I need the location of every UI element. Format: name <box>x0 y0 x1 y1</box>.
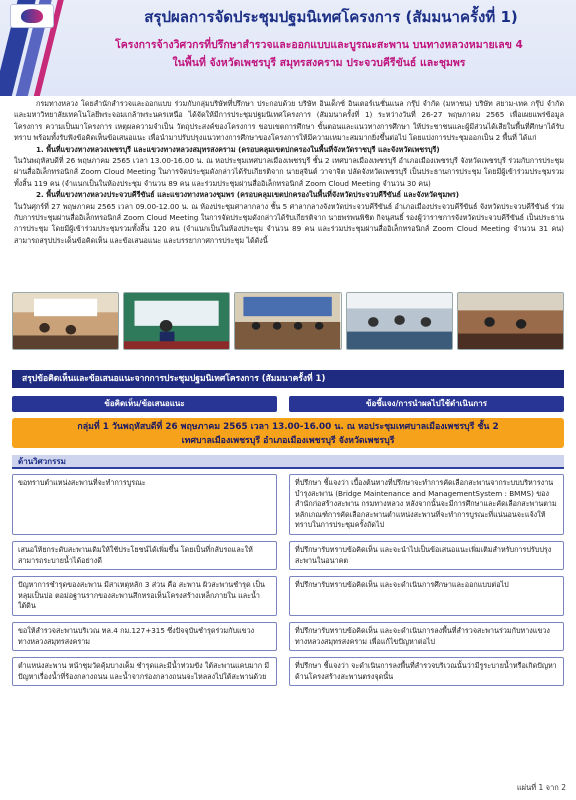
intro-paragraph: กรมทางหลวง โดยสำนักสำรวจและออกแบบ ร่วมกับกลุ่มบริษัทที่ปรึกษา ประกอบด้วย บริษัท อินเด็กซ์ อินเตอร์เนชั่นแนล กรุ๊ป จำกัด (มหาชน) บริษัท สยาม-เทค กรุ๊ป จำกัด และมหาวิทยาลัยเทคโนโลยีพระจอมเกล้าพระนครเหนือ ได้จัดให้มีการประชุมปฐมนิเทศโครงการ (สัมมนาครั้งที่ 1) ระหว่างวันที่ 26-27 พฤษภาคม 2565 เพื่อเผยแพร่ข้อมูลโครงการ ความเป็นมาโครงการ เหตุผลความจำเป็น วัตถุประสงค์ของโครงการ ขอบเขตการศึกษา ขั้นตอนและแนวทางการศึกษา ให้ประชาชนและผู้มีส่วนได้เสียในพื้นที่ศึกษาได้รับทราบ พร้อมทั้งรับฟังข้อคิดเห็นข้อเสนอแนะ เพื่อนำมาปรับปรุงแนวทางการศึกษาของโครงการให้มีความเหมาะสมมากยิ่งขึ้นต่อไป โดยแบ่งการประชุมออกเป็น 2 พื้นที่ ได้แก่ <box>14 99 564 143</box>
page-title: สรุปผลการจัดประชุมปฐมนิเทศโครงการ (สัมมนาครั้งที่ 1) <box>144 8 518 26</box>
group-1-line-1: กลุ่มที่ 1 วันพฤหัสบดีที่ 26 พฤษภาคม 2565 เวลา 13.00-16.00 น. ณ หอประชุมเทศบาลเมืองเพชรบุรี ชั้น 2 <box>77 422 499 432</box>
meeting-photo <box>346 292 453 350</box>
agency-logo-icon <box>10 4 54 28</box>
meeting-photos <box>12 292 564 350</box>
table-row <box>12 541 564 570</box>
table-row <box>12 576 564 616</box>
comment-cell: ตำแหน่งสะพาน หน้าชุมวัดคุ้มบางเค็ม ชำรุดและมีน้ำท่วมขัง ใต้สะพานแคบมาก มีปัญหาเรื่องน้ำที่ร้องกลางถนน และน้ำจากร่องกลางถนนจะไหลลงไปใต้สะพานด้วย <box>12 657 277 686</box>
response-cell: ที่ปรึกษารับทราบข้อคิดเห็น และจะดำเนินการลงพื้นที่สำรวจสะพานร่วมกับทางแขวงทางหลวงสมุทรสงคราม เพื่อแก้ไขปัญหาต่อไป <box>289 622 564 651</box>
response-cell: ที่ปรึกษา ชี้แจงว่า จะดำเนินการลงพื้นที่สำรวจบริเวณนั้นว่ามีรูระบายน้ำหรือเกิดปัญหาด้านโครงสร้างสะพานตรงจุดนั้น <box>289 657 564 686</box>
group-1-banner <box>12 418 564 448</box>
project-subtitle: โครงการจ้างวิศวกรที่ปรึกษาสำรวจและออกแบบและบูรณะสะพาน บนทางหลวงหมายเลข 4 <box>115 39 523 51</box>
column-header-comments: ข้อคิดเห็น/ข้อเสนอแนะ <box>12 396 277 412</box>
intro-text <box>14 98 564 246</box>
comment-cell: เสนอให้ยกระดับสะพานเดิมให้ใช้ประโยชน์ได้เพิ่มขึ้น โดยเป็นที่กลับรถและให้สามารถระบายน้ำได้อย่างดี <box>12 541 277 570</box>
project-area: ในพื้นที่ จังหวัดเพชรบุรี สมุทรสงคราม ประจวบคีรีขันธ์ และชุมพร <box>172 57 466 69</box>
header-band <box>0 0 576 96</box>
meeting-photo <box>123 292 230 350</box>
page-number: แผ่นที่ 1 จาก 2 <box>516 783 566 792</box>
response-cell: ที่ปรึกษา ชี้แจงว่า เบื้องต้นทางที่ปรึกษาจะทำการคัดเลือกสะพานจากระบบบริหารงานบำรุงสะพาน (Bridge Maintenance and ManagementSystem : BMMS) ของสำนักก่อสร้างสะพาน กรมทางหลวง หลังจากนั้นจะมีการศึกษาและคัดเลือกสะพานตามหลักเกณฑ์การคัดเลือกสะพานตำแหน่งสะพานที่จะทำการบูรณะที่แน่นอนจะแจ้งให้ทราบในการประชุมครั้งถัดไป <box>289 474 564 535</box>
area-1-lead: 1. พื้นที่แขวงทางหลวงเพชรบุรี และแขวงทางหลวงสมุทรสงคราม (ครอบคลุมเขตปกครองในพื้นที่จังหวัดราชบุรี และจังหวัดเพชรบุรี) <box>36 144 440 154</box>
comment-cell: ขอทราบตำแหน่งสะพานที่จะทำการบูรณะ <box>12 474 277 535</box>
area-2-body: ในวันศุกร์ที่ 27 พฤษภาคม 2565 เวลา 09.00-12.00 น. ณ ห้องประชุมศาลากลาง ชั้น 5 ศาลากลางจังหวัดประจวบคีรีขันธ์ อำเภอเมืองประจวบคีรีขันธ์ จังหวัดประจวบคีรีขันธ์ ร่วมกับการประชุมผ่านสื่ออิเล็กทรอนิกส์ Zoom Cloud Meeting ในการจัดประชุมดังกล่าวได้รับเกียรติจาก นายพรพนพิชิต กิจนุสนธิ์ รองผู้ว่าราชการจังหวัดประจวบคีรีขันธ์ เป็นประธานการประชุม โดยมีผู้เข้าร่วมประชุมรวมทั้งสิ้น 120 คน (จำแนกเป็นในห้องประชุม จำนวน 89 คน และร่วมประชุมผ่านสื่ออิเล็กทรอนิกส์ Zoom Cloud Meeting จำนวน 31 คน) สามารถสรุปประเด็นข้อคิดเห็น และข้อเสนอแนะ และบรรยากาศการประชุม ได้ดังนี้ <box>14 201 564 245</box>
table-row <box>12 657 564 686</box>
section-engineering: ด้านวิศวกรรม <box>12 455 564 469</box>
table-row <box>12 622 564 651</box>
column-header-responses: ข้อชี้แจง/การนำผลไปใช้ดำเนินการ <box>289 396 564 412</box>
summary-heading: สรุปข้อคิดเห็นและข้อเสนอแนะจากการประชุมปฐมนิเทศโครงการ (สัมมนาครั้งที่ 1) <box>12 370 564 388</box>
meeting-photo <box>234 292 341 350</box>
response-cell: ที่ปรึกษารับทราบข้อคิดเห็น และจะดำเนินการศึกษาและออกแบบต่อไป <box>289 576 564 616</box>
meeting-photo <box>12 292 119 350</box>
area-2-lead: 2. พื้นที่แขวงทางหลวงประจวบคีรีขันธ์ และแขวงทางหลวงชุมพร (ครอบคลุมเขตปกครองในพื้นที่จังหวัดประจวบคีรีขันธ์ และจังหวัดชุมพร) <box>36 190 460 200</box>
table-row <box>12 474 564 535</box>
comment-cell: ขอให้สำรวจสะพานบริเวณ ทล.4 กม.127+315 ซึ่งปัจจุบันชำรุดร่วมกับแขวงทางหลวงสมุทรสงคราม <box>12 622 277 651</box>
comment-table <box>12 474 564 692</box>
comment-cell: ปัญหาการชำรุดของสะพาน มีสาเหตุหลัก 3 ส่วน คือ สะพาน ผิวสะพานชำรุด เป็นหลุมเป็นบ่อ ตอม่อฐานรากของสะพานสึกหรอเห็นโครงสร้างเหล็กภายใน และน้ำใต้ดิน <box>12 576 277 616</box>
group-1-line-2: เทศบาลเมืองเพชรบุรี อำเภอเมืองเพชรบุรี จังหวัดเพชรบุรี <box>181 436 395 446</box>
response-cell: ที่ปรึกษารับทราบข้อคิดเห็น และจะนำไปเป็นข้อเสนอแนะเพิ่มเติมสำหรับการปรับปรุงสะพานในอนาคต <box>289 541 564 570</box>
area-1-body: ในวันพฤหัสบดีที่ 26 พฤษภาคม 2565 เวลา 13.00-16.00 น. ณ หอประชุมเทศบาลเมืองเพชรบุรี ชั้น 2 เทศบาลเมืองเพชรบุรี อำเภอเมืองเพชรบุรี จังหวัดเพชรบุรี ร่วมกับการประชุมผ่านสื่ออิเล็กทรอนิกส์ Zoom Cloud Meeting ในการจัดประชุมดังกล่าวได้รับเกียรติจาก นายสุจินต์ วาจาจิต ปลัดจังหวัดเพชรบุรี เป็นประธานการประชุม โดยมีผู้เข้าร่วมประชุมรวมทั้งสิ้น 119 คน (จำแนกเป็นในห้องประชุม จำนวน 89 คน และร่วมประชุมผ่านสื่ออิเล็กทรอนิกส์ Zoom Cloud Meeting จำนวน 30 คน) <box>14 156 564 188</box>
meeting-photo <box>457 292 564 350</box>
